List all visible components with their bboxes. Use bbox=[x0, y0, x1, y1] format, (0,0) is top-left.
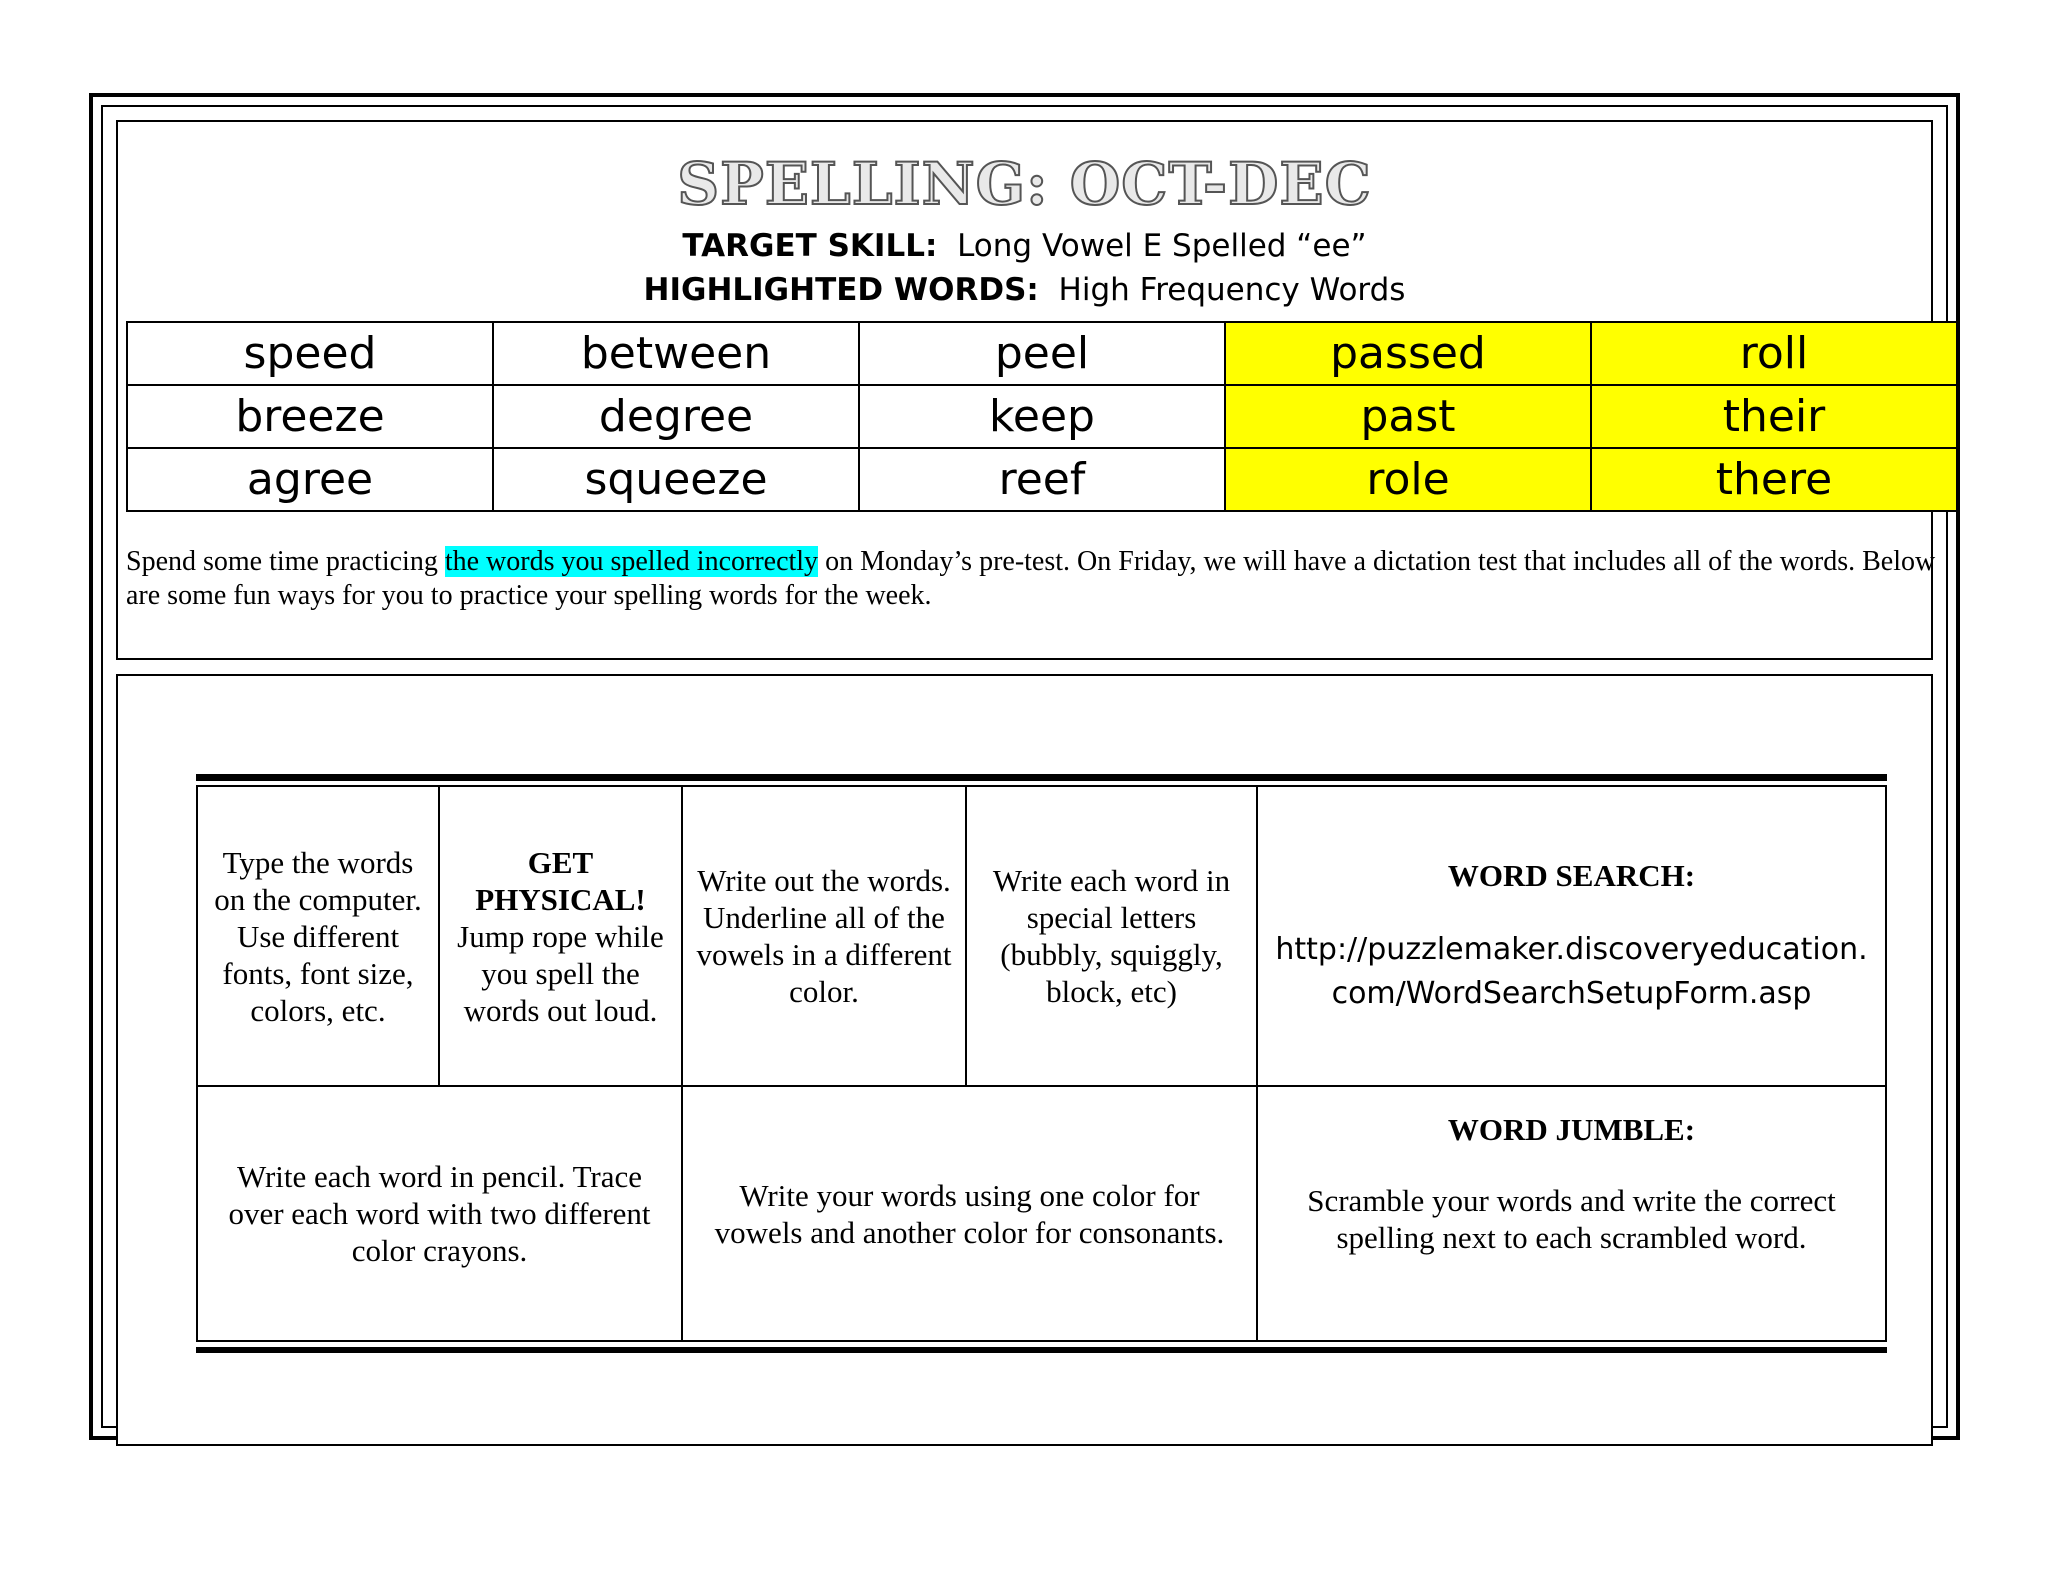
activity-word-search bbox=[1258, 787, 1885, 1085]
activity-type-words bbox=[198, 787, 438, 1085]
word-cell: agree bbox=[127, 448, 493, 511]
word-cell: peel bbox=[859, 322, 1225, 385]
bottom-rule-thin bbox=[196, 1340, 1887, 1342]
highlighted-word-cell: passed bbox=[1225, 322, 1591, 385]
table-row bbox=[127, 322, 1957, 385]
activity-text: Write each word in pencil. Trace over each word with two different color crayons. bbox=[228, 1159, 651, 1268]
target-skill-line bbox=[118, 228, 1931, 264]
highlighted-words-label: HIGHLIGHTED WORDS: bbox=[643, 272, 1039, 308]
word-cell: breeze bbox=[127, 385, 493, 448]
activities-section bbox=[116, 674, 1933, 1446]
activity-title: WORD JUMBLE: bbox=[1447, 1112, 1696, 1147]
activity-special-letters bbox=[967, 787, 1256, 1085]
activity-write-vowels bbox=[683, 787, 965, 1085]
highlighted-words-value: High Frequency Words bbox=[1058, 272, 1406, 308]
intro-text-start: Spend some time practicing bbox=[126, 546, 445, 577]
word-cell: keep bbox=[859, 385, 1225, 448]
highlighted-word-cell: roll bbox=[1591, 322, 1957, 385]
intro-highlighted-text: the words you spelled incorrectly bbox=[444, 546, 819, 577]
activity-title: GET PHYSICAL! bbox=[475, 844, 646, 917]
word-cell: squeeze bbox=[493, 448, 859, 511]
spelling-word-table bbox=[126, 321, 1958, 512]
top-rule-thick bbox=[196, 774, 1887, 781]
highlighted-word-cell: there bbox=[1591, 448, 1957, 511]
intro-paragraph bbox=[126, 545, 1956, 613]
word-search-link-continued[interactable]: com/WordSearchSetupForm.asp bbox=[1331, 975, 1812, 1011]
activity-word-jumble bbox=[1258, 1087, 1885, 1340]
header-section bbox=[116, 120, 1936, 660]
highlighted-word-cell: their bbox=[1591, 385, 1957, 448]
activity-get-physical bbox=[440, 787, 681, 1085]
page-title: SPELLING: OCT-DEC bbox=[677, 150, 1372, 218]
activity-text: Type the words on the computer. Use different fonts, font size, colors, etc. bbox=[214, 844, 422, 1028]
page-frame bbox=[89, 93, 1960, 1440]
highlighted-word-cell: past bbox=[1225, 385, 1591, 448]
intro-text-end: on Monday’s pre-test. On Friday, we will have a dictation test that includes all of the words. Below are some fun ways for you to practice your spelling words for the week. bbox=[126, 546, 1936, 611]
activity-text: Jump rope while you spell the words out loud. bbox=[457, 918, 664, 1028]
activity-pencil-crayons bbox=[198, 1087, 681, 1340]
word-cell: between bbox=[493, 322, 859, 385]
word-cell: reef bbox=[859, 448, 1225, 511]
target-skill-label: TARGET SKILL: bbox=[682, 228, 938, 264]
activity-title: WORD SEARCH: bbox=[1447, 857, 1696, 893]
grid-border-right bbox=[1885, 787, 1887, 1340]
word-search-link[interactable]: http://puzzlemaker.discoveryeducation. bbox=[1275, 931, 1868, 967]
activity-text: Write out the words. Underline all of the vowels in a different color. bbox=[696, 863, 952, 1009]
activity-grid bbox=[196, 774, 1887, 1353]
highlighted-words-line bbox=[118, 272, 1931, 308]
highlighted-word-cell: role bbox=[1225, 448, 1591, 511]
target-skill-value: Long Vowel E Spelled “ee” bbox=[957, 228, 1367, 264]
activity-text: Scramble your words and write the correct spelling next to each scrambled word. bbox=[1307, 1183, 1836, 1255]
activity-text: Write your words using one color for vowels and another color for consonants. bbox=[714, 1177, 1225, 1250]
activity-vowel-consonant-colors bbox=[683, 1087, 1256, 1340]
table-row bbox=[127, 385, 1957, 448]
table-row bbox=[127, 448, 1957, 511]
word-cell: degree bbox=[493, 385, 859, 448]
page-frame-inner bbox=[101, 105, 1948, 1428]
bottom-rule-thick bbox=[196, 1347, 1887, 1353]
activity-text: Write each word in special letters (bubbly, squiggly, block, etc) bbox=[992, 863, 1231, 1009]
word-cell: speed bbox=[127, 322, 493, 385]
